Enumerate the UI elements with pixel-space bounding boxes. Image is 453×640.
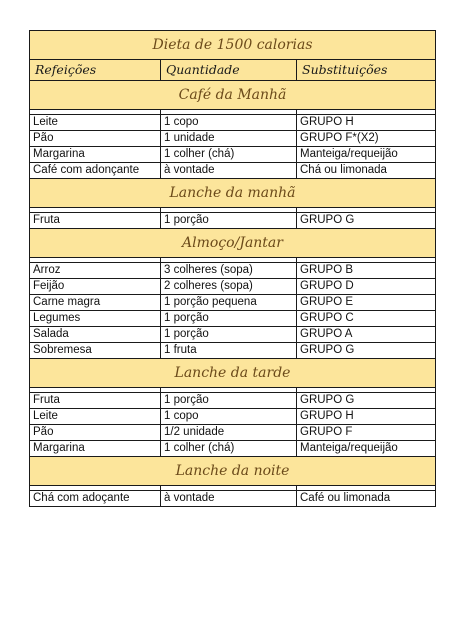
quantity-cell: 1 colher (chá): [161, 441, 297, 457]
meal-cell: Fruta: [30, 213, 161, 229]
section-header-lanche-da-noite: [30, 457, 436, 486]
title-row: [30, 31, 436, 60]
meal-cell: Fruta: [30, 393, 161, 409]
substitution-cell: GRUPO H: [297, 409, 436, 425]
substitution-cell: GRUPO G: [297, 213, 436, 229]
section-header-lanche-da-manha: [30, 179, 436, 208]
section-title: Lanche da manhã: [30, 179, 436, 208]
meal-cell: Carne magra: [30, 295, 161, 311]
table-row: [30, 131, 436, 147]
table-row: [30, 163, 436, 179]
quantity-cell: 1 porção: [161, 393, 297, 409]
header-quantity: Quantidade: [161, 60, 297, 81]
diet-table: [29, 30, 436, 507]
quantity-cell: 1 porção pequena: [161, 295, 297, 311]
section-header-almoco-jantar: [30, 229, 436, 258]
table-row: [30, 393, 436, 409]
meal-cell: Salada: [30, 327, 161, 343]
header-substitutions: Substituições: [297, 60, 436, 81]
substitution-cell: GRUPO H: [297, 115, 436, 131]
table-row: [30, 295, 436, 311]
section-title: Lanche da noite: [30, 457, 436, 486]
section-header-lanche-da-tarde: [30, 359, 436, 388]
header-row: [30, 60, 436, 81]
quantity-cell: 1 colher (chá): [161, 147, 297, 163]
table-row: [30, 441, 436, 457]
header-meal: Refeições: [30, 60, 161, 81]
table-row: [30, 147, 436, 163]
table-row: [30, 213, 436, 229]
meal-cell: Margarina: [30, 147, 161, 163]
quantity-cell: 1 porção: [161, 213, 297, 229]
substitution-cell: Manteiga/requeijão: [297, 441, 436, 457]
substitution-cell: GRUPO E: [297, 295, 436, 311]
substitution-cell: GRUPO F*(X2): [297, 131, 436, 147]
quantity-cell: 1 porção: [161, 311, 297, 327]
meal-cell: Café com adonçante: [30, 163, 161, 179]
meal-cell: Leite: [30, 409, 161, 425]
meal-cell: Sobremesa: [30, 343, 161, 359]
quantity-cell: à vontade: [161, 491, 297, 507]
substitution-cell: GRUPO D: [297, 279, 436, 295]
table-row: [30, 409, 436, 425]
substitution-cell: GRUPO B: [297, 263, 436, 279]
meal-cell: Leite: [30, 115, 161, 131]
substitution-cell: GRUPO A: [297, 327, 436, 343]
quantity-cell: 1/2 unidade: [161, 425, 297, 441]
table-row: [30, 425, 436, 441]
substitution-cell: GRUPO C: [297, 311, 436, 327]
quantity-cell: 1 fruta: [161, 343, 297, 359]
substitution-cell: Manteiga/requeijão: [297, 147, 436, 163]
meal-cell: Pão: [30, 425, 161, 441]
table-row: [30, 115, 436, 131]
diet-table-body: [30, 31, 436, 507]
quantity-cell: 1 porção: [161, 327, 297, 343]
quantity-cell: 2 colheres (sopa): [161, 279, 297, 295]
meal-cell: Margarina: [30, 441, 161, 457]
meal-cell: Legumes: [30, 311, 161, 327]
substitution-cell: GRUPO G: [297, 343, 436, 359]
meal-cell: Chá com adoçante: [30, 491, 161, 507]
table-row: [30, 279, 436, 295]
table-row: [30, 263, 436, 279]
substitution-cell: Café ou limonada: [297, 491, 436, 507]
table-row: [30, 491, 436, 507]
section-header-cafe-da-manha: [30, 81, 436, 110]
quantity-cell: 1 copo: [161, 115, 297, 131]
section-title: Café da Manhã: [30, 81, 436, 110]
meal-cell: Arroz: [30, 263, 161, 279]
quantity-cell: 3 colheres (sopa): [161, 263, 297, 279]
substitution-cell: Chá ou limonada: [297, 163, 436, 179]
diet-title: Dieta de 1500 calorias: [30, 31, 436, 60]
meal-cell: Feijão: [30, 279, 161, 295]
quantity-cell: 1 unidade: [161, 131, 297, 147]
table-row: [30, 327, 436, 343]
table-row: [30, 311, 436, 327]
table-row: [30, 343, 436, 359]
substitution-cell: GRUPO F: [297, 425, 436, 441]
section-title: Lanche da tarde: [30, 359, 436, 388]
substitution-cell: GRUPO G: [297, 393, 436, 409]
quantity-cell: 1 copo: [161, 409, 297, 425]
section-title: Almoço/Jantar: [30, 229, 436, 258]
quantity-cell: à vontade: [161, 163, 297, 179]
meal-cell: Pão: [30, 131, 161, 147]
